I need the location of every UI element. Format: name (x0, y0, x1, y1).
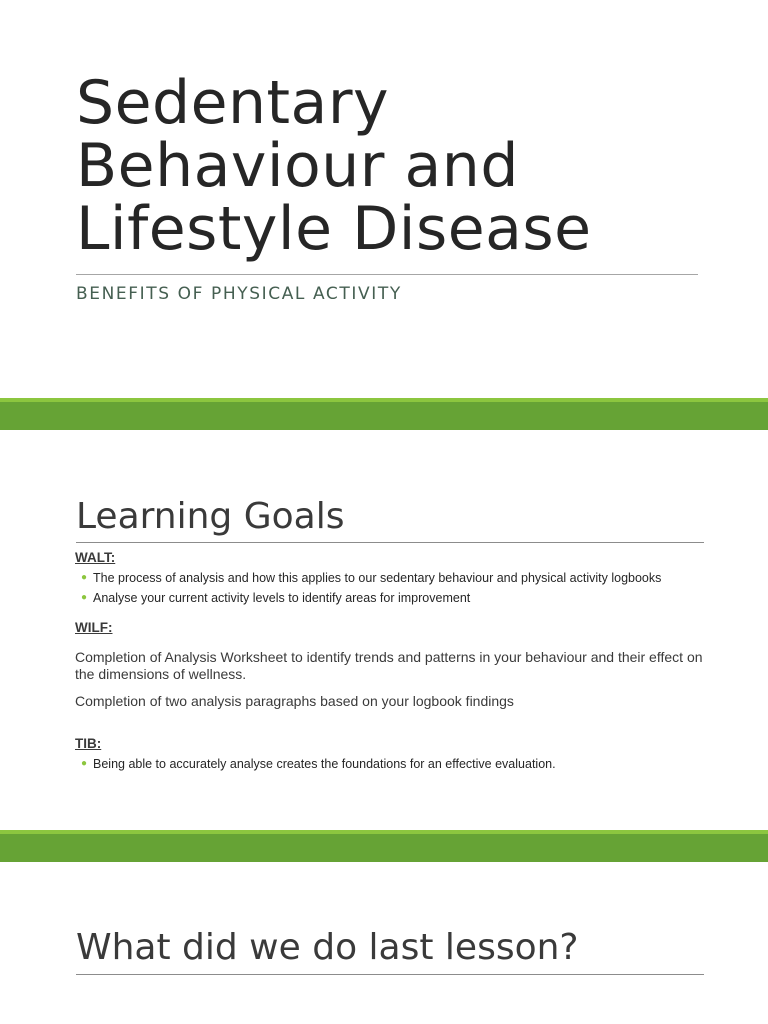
title-line: Behaviour and (76, 131, 519, 201)
slide-divider (0, 398, 768, 430)
slide-divider (0, 830, 768, 862)
wilf-paragraph: Completion of two analysis paragraphs based on your logbook findings (75, 693, 514, 709)
heading-rule (76, 974, 704, 975)
list-item-text: The process of analysis and how this applies to our sedentary behaviour and physical activity logbooks (93, 571, 662, 585)
divider-bar (0, 834, 768, 862)
divider-bar (0, 402, 768, 430)
title-line: Lifestyle Disease (76, 194, 592, 264)
learning-goals-body (75, 550, 705, 786)
slide-heading: Learning Goals (76, 496, 345, 537)
walt-list (75, 568, 705, 608)
wilf-label: WILF: (75, 620, 113, 635)
learning-goals-slide (0, 432, 768, 830)
list-item (81, 588, 705, 608)
tib-list (75, 754, 705, 774)
list-item (81, 754, 705, 774)
bullet-icon: ● (81, 592, 88, 603)
list-item (81, 568, 705, 588)
tib-label: TIB: (75, 736, 102, 751)
title-line: Sedentary (76, 68, 389, 138)
presentation-title (76, 68, 736, 264)
walt-label: WALT: (75, 550, 116, 565)
last-lesson-slide (0, 865, 768, 1024)
wilf-paragraph: Completion of Analysis Worksheet to identify trends and patterns in your behaviour and their effect on the dimensions of wellness. (75, 649, 703, 682)
slide-heading: What did we do last lesson? (76, 927, 579, 968)
bullet-icon: ● (81, 758, 88, 769)
list-item-text: Analyse your current activity levels to identify areas for improvement (93, 591, 471, 605)
list-item-text: Being able to accurately analyse creates the foundations for an effective evaluation. (93, 757, 556, 771)
title-rule (76, 274, 698, 275)
bullet-icon: ● (81, 572, 88, 583)
presentation-subtitle: BENEFITS OF PHYSICAL ACTIVITY (76, 284, 402, 304)
heading-rule (76, 542, 704, 543)
title-slide (0, 0, 768, 398)
